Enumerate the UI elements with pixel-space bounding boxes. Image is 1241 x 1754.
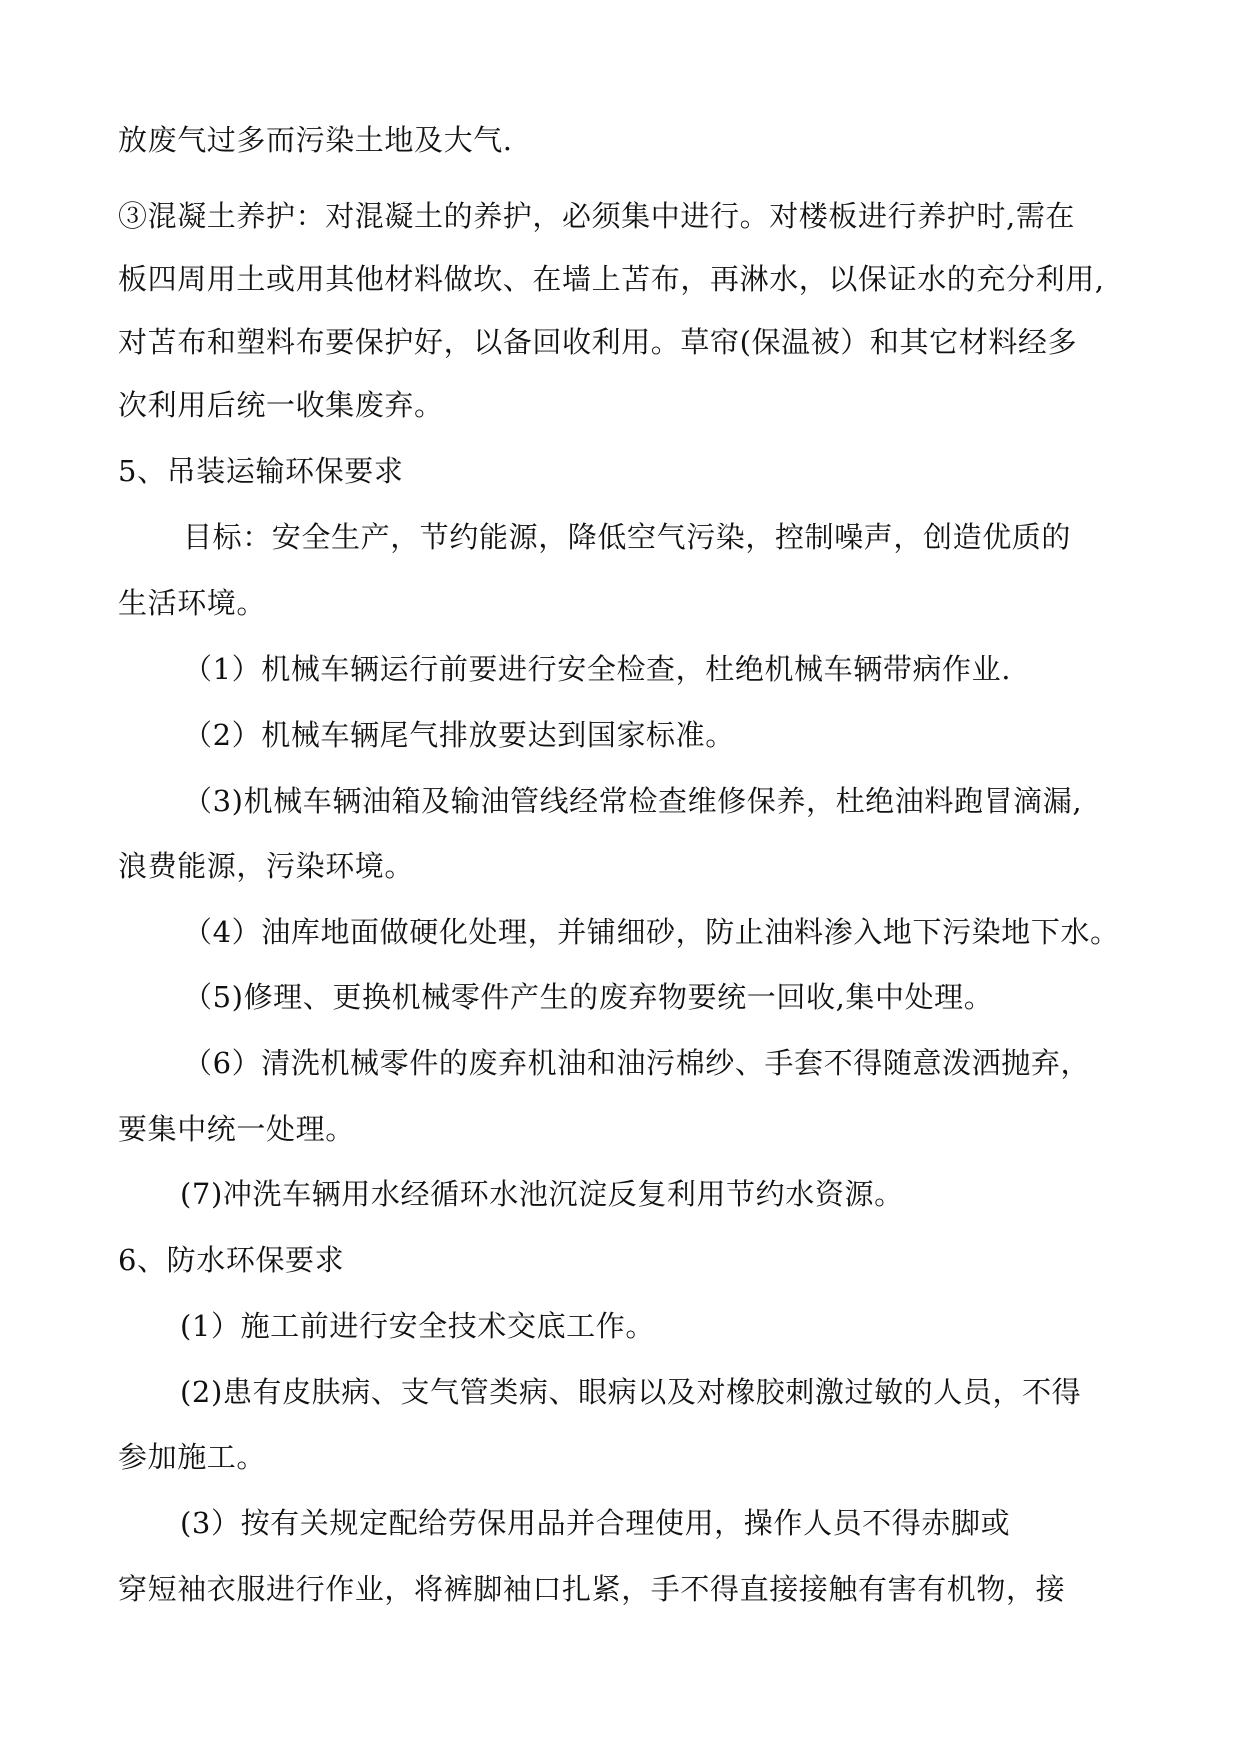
section-heading: 5、吊装运输环保要求	[118, 454, 404, 488]
text-line: 参加施工。	[118, 1440, 267, 1474]
section-heading: 6、防水环保要求	[118, 1243, 345, 1277]
text-line: 生活环境。	[118, 586, 267, 620]
text-line: （2）机械车辆尾气排放要达到国家标准。	[183, 718, 735, 752]
text-line: ③混凝土养护：对混凝土的养护，必须集中进行。对楼板进行养护时,需在	[118, 199, 1076, 233]
text-line: （1）机械车辆运行前要进行安全检查，杜绝机械车辆带病作业.	[183, 652, 1012, 686]
text-line: 目标：安全生产，节约能源，降低空气污染，控制噪声，创造优质的	[183, 520, 1072, 554]
text-line: （5)修理、更换机械零件产生的废弃物要统一回收,集中处理。	[183, 980, 994, 1014]
text-line: （3)机械车辆油箱及输油管线经常检查维修保养，杜绝油料跑冒滴漏,	[183, 784, 1083, 818]
text-line: 板四周用土或用其他材料做坎、在墙上苫布，再淋水，以保证水的充分利用,	[118, 262, 1105, 296]
text-line: 次利用后统一收集废弃。	[118, 388, 444, 422]
text-line: 要集中统一处理。	[118, 1112, 355, 1146]
text-line: （4）油库地面做硬化处理，并铺细砂，防止油料渗入地下污染地下水。	[183, 915, 1120, 949]
text-line: 放废气过多而污染土地及大气.	[118, 123, 513, 157]
text-line: (2)患有皮肤病、支气管类病、眼病以及对橡胶刺激过敏的人员，不得	[180, 1375, 1082, 1409]
text-line: (1）施工前进行安全技术交底工作。	[180, 1309, 655, 1343]
text-line: 对苫布和塑料布要保护好，以备回收利用。草帘(保温被）和其它材料经多	[118, 325, 1078, 359]
text-line: (3）按有关规定配给劳保用品并合理使用，操作人员不得赤脚或	[180, 1506, 1011, 1540]
text-line: （6）清洗机械零件的废弃机油和油污棉纱、手套不得随意泼洒抛弃，	[183, 1046, 1091, 1080]
text-line: (7)冲洗车辆用水经循环水池沉淀反复利用节约水资源。	[180, 1177, 904, 1211]
text-line: 浪费能源，污染环境。	[118, 849, 415, 883]
text-line: 穿短袖衣服进行作业，将裤脚袖口扎紧，手不得直接接触有害有机物，接	[118, 1572, 1066, 1606]
